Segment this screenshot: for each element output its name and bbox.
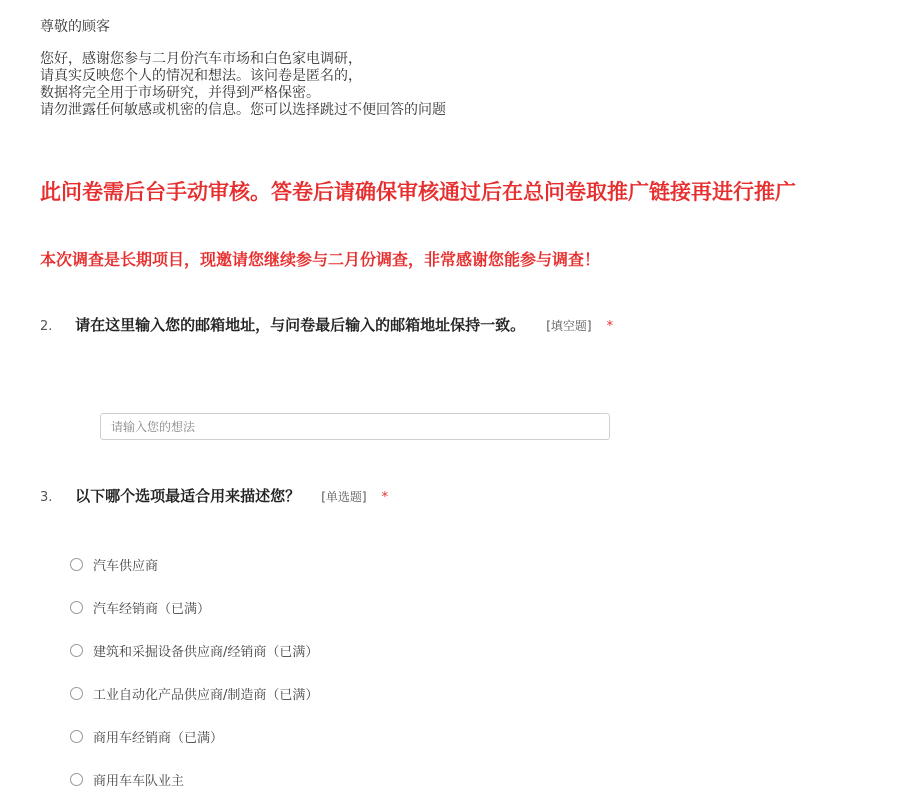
radio-button-icon[interactable]	[70, 730, 83, 743]
radio-button-icon[interactable]	[70, 773, 83, 786]
question-3-header	[40, 485, 388, 506]
option-commercial-vehicle-dealer[interactable]	[70, 727, 223, 745]
question-type-badge: [填空题]	[546, 319, 592, 333]
intro-line: 您好，感谢您参与二月份汽车市场和白色家电调研，	[40, 51, 362, 67]
radio-button-icon[interactable]	[70, 558, 83, 571]
option-auto-supplier[interactable]	[70, 555, 158, 573]
required-marker: *	[381, 490, 389, 505]
radio-button-icon[interactable]	[70, 644, 83, 657]
intro-line: 请勿泄露任何敏感或机密的信息。您可以选择跳过不便回答的问题	[40, 102, 446, 118]
greeting: 尊敬的顾客	[40, 19, 110, 35]
intro-line: 数据将完全用于市场研究，并得到严格保密。	[40, 85, 320, 101]
question-2-header	[40, 314, 613, 335]
option-fleet-owner[interactable]	[70, 770, 184, 788]
review-notice: 此问卷需后台手动审核。答卷后请确保审核通过后在总问卷取推广链接再进行推广	[40, 180, 796, 204]
radio-button-icon[interactable]	[70, 601, 83, 614]
question-title: 请在这里输入您的邮箱地址，与问卷最后输入的邮箱地址保持一致。	[75, 316, 526, 334]
option-auto-dealer[interactable]	[70, 598, 210, 616]
question-type-badge: [单选题]	[321, 490, 367, 504]
intro-text	[40, 51, 446, 119]
option-label: 商用车经销商（已满）	[93, 730, 224, 746]
required-marker: *	[606, 319, 614, 334]
option-label: 工业自动化产品供应商/制造商（已满）	[93, 687, 319, 703]
intro-line: 请真实反映您个人的情况和想法。该问卷是匿名的，	[40, 68, 362, 84]
option-construction-equipment[interactable]	[70, 641, 318, 659]
radio-button-icon[interactable]	[70, 687, 83, 700]
long-term-notice: 本次调查是长期项目，现邀请您继续参与二月份调查，非常感谢您能参与调查！	[40, 250, 601, 269]
question-number: 2.	[40, 319, 53, 334]
option-label: 建筑和采掘设备供应商/经销商（已满）	[93, 644, 319, 660]
email-input[interactable]	[100, 413, 610, 440]
option-label: 商用车车队业主	[93, 773, 185, 789]
question-title: 以下哪个选项最适合用来描述您？	[75, 487, 301, 505]
question-number: 3.	[40, 490, 53, 505]
option-industrial-automation[interactable]	[70, 684, 318, 702]
option-label: 汽车供应商	[93, 558, 159, 574]
option-label: 汽车经销商（已满）	[93, 601, 211, 617]
